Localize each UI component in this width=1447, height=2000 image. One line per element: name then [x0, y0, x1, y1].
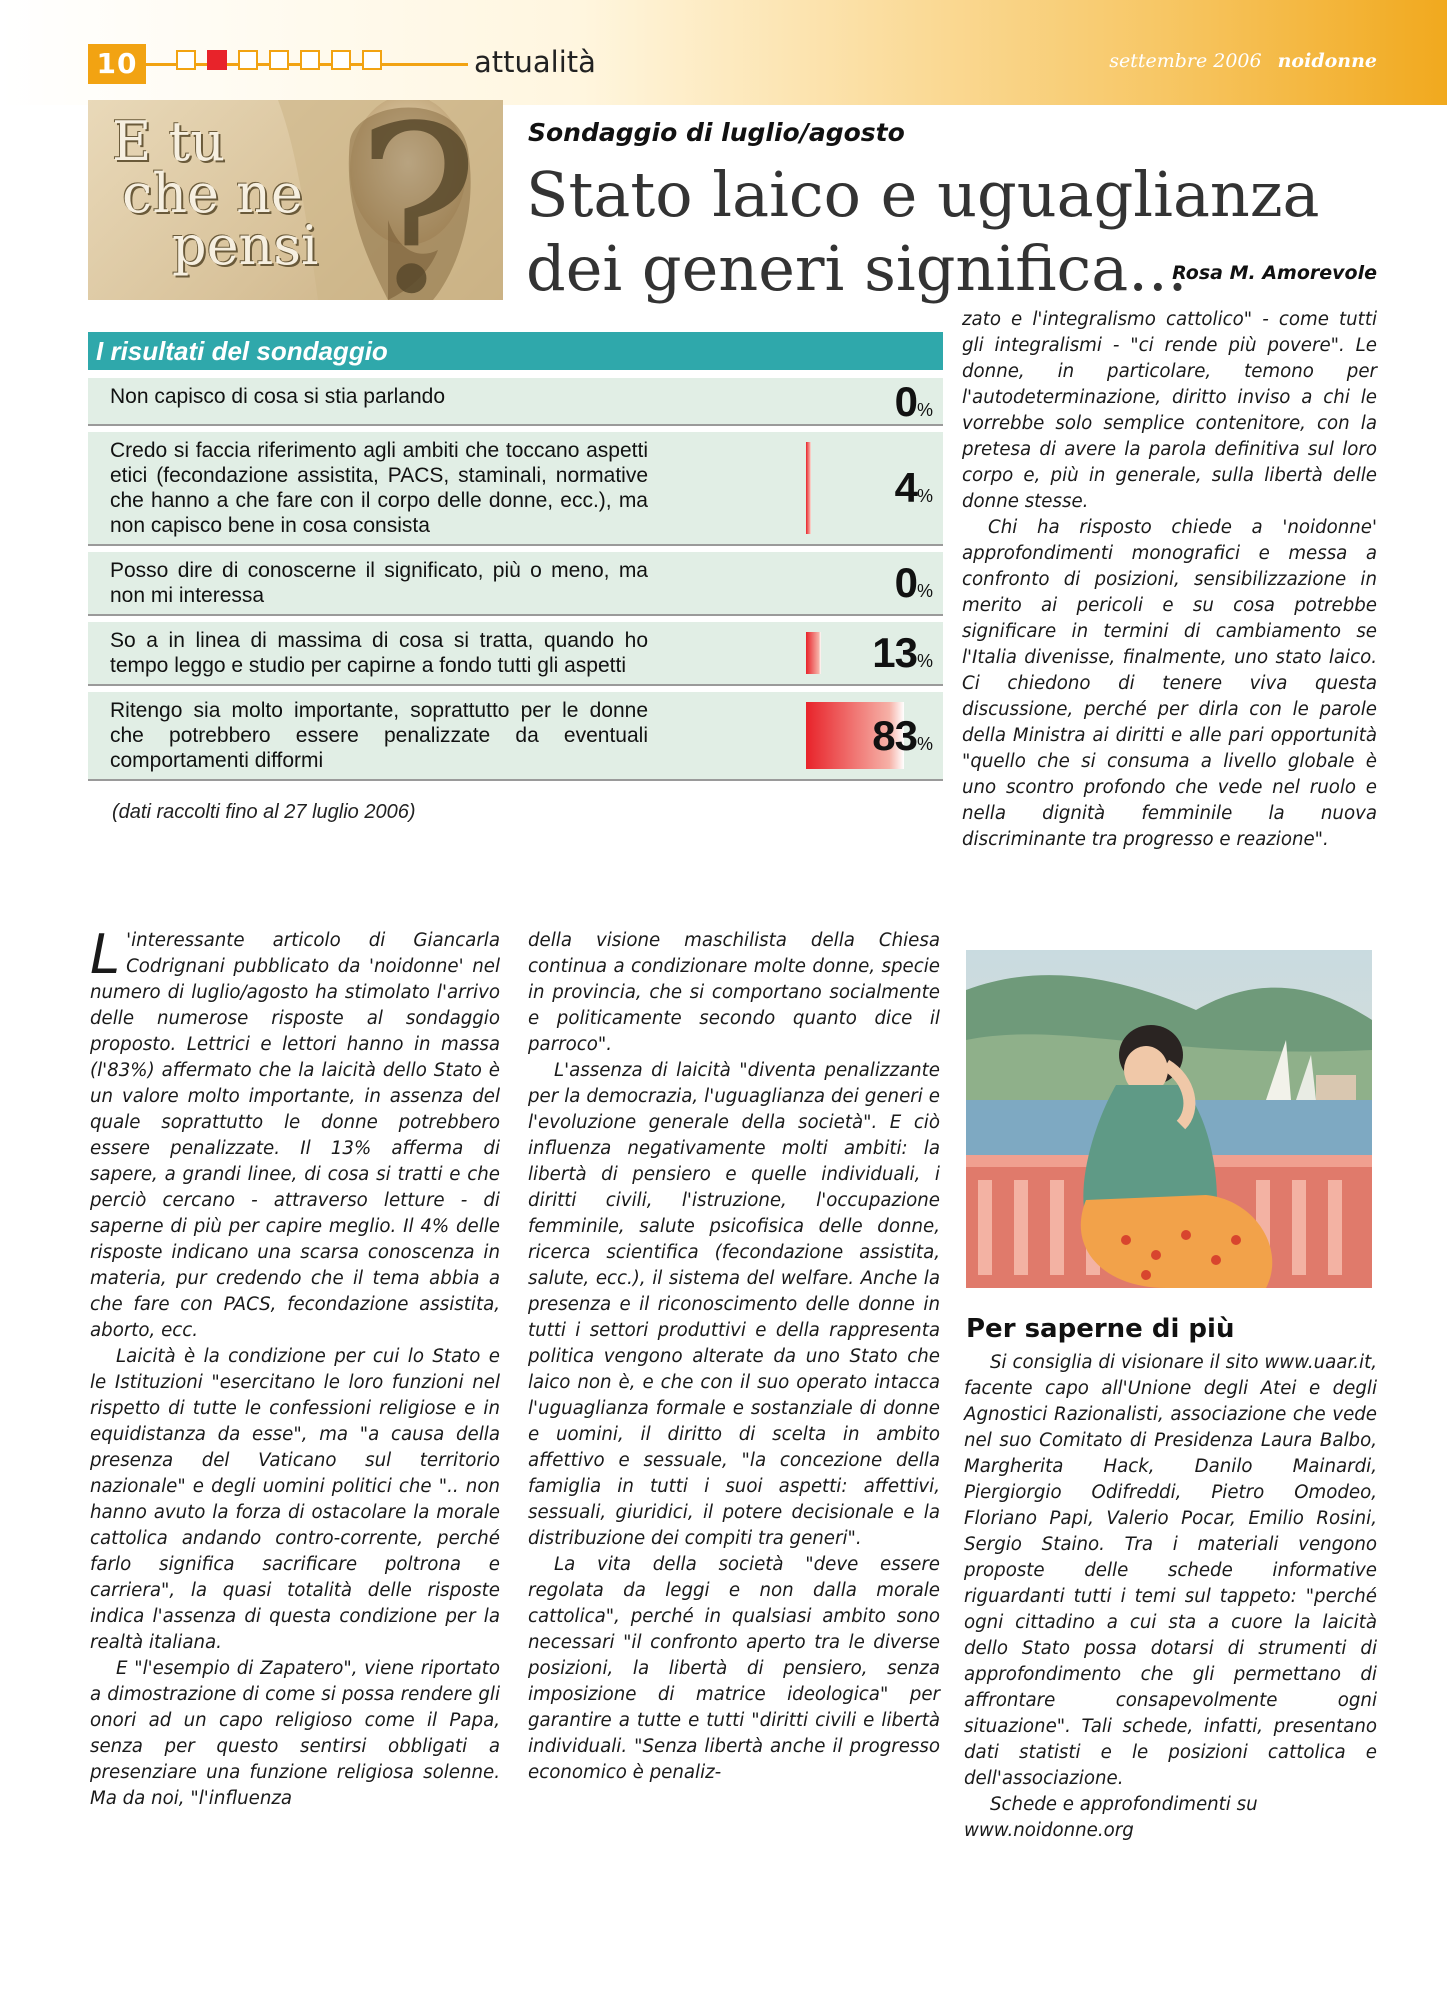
article-paragraph: Laicità è la condizione per cui lo Stato e le Istituzioni "esercitano le loro funzioni nel rispetto di tutte le confessioni religiose e in equidistanza da esse", ma "a causa della presenza del Vaticano sul territorio nazionale" e degli uomini politici che ".. non hanno avuto la forza di ostacolare la morale cattolica andando contro-corrente, perché farlo significa sacrificare poltrona e carriera", la quasi totalità delle risposte indica l'assenza di questa condizione per la realtà italiana.: [90, 1346, 500, 1653]
survey-percentage: 13%: [872, 629, 933, 676]
survey-percentage: 0%: [894, 559, 933, 606]
article-column-3: [962, 307, 1377, 853]
survey-results: [88, 332, 943, 824]
further-info-title: Per saperne di più: [966, 1314, 1235, 1344]
section-square: [331, 50, 351, 70]
drop-cap: L: [90, 923, 121, 986]
article-paragraph: Chi ha risposto chiede a 'noidonne' approfondimenti monografici e messa a confronto di posizioni, sensibilizzazione in merito ai pericoli e su cosa potrebbe significare in termini di cambiamento se l'Italia divenisse, finalmente, uno stato laico. Ci chiedono di tenere viva questa discussione, perché per dirla con le parole della Ministra ai diritti e alle pari opportunità "quello che si consuma a livello globale è uno scontro profondo che vede nel ruolo e nella dignità femminile la nuova discriminante tra progresso e reazione".: [962, 517, 1377, 850]
survey-percentage: 4%: [894, 464, 933, 511]
survey-answer: Posso dire di conoscerne il significato, più o meno, ma non mi interessa: [110, 559, 648, 607]
section-square: [238, 50, 258, 70]
painting-illustration: [966, 950, 1372, 1288]
article-paragraph: La vita della società "deve essere regolata da leggi e non dalla morale cattolica", perché in qualsiasi ambito sono necessari "il confronto aperto tra le diverse posizioni, la libertà di pensiero, senza imposizione di matrice ideologica" per garantire a tutte e tutti "diritti civili e libertà individuali. "Senza libertà anche il progresso economico è penaliz-: [528, 1554, 940, 1783]
survey-percentage: 83%: [872, 711, 933, 759]
issue-date: settembre 2006: [1109, 50, 1262, 72]
article-paragraph: L'assenza di laicità "diventa penalizzante per la democrazia, l'uguaglianza dei generi e l'evoluzione generale della società". E ciò influenza negativamente molti ambiti: la libertà di pensiero e quelle individuali, i diritti civili, l'istruzione, l'occupazione femminile, salute psicofisica delle donne, ricerca scientifica (fecondazione assistita, salute, ecc.), il sistema del welfare. Anche la presenza e il riconoscimento delle donne in tutti i settori produttivi e della rappresenta politica vengono alterate da uno Stato che laico non è, e che con il suo operato intacca l'uguaglianza formale e sostanziale di donne e uomini, il diritto di scelta in ambito affettivo e sessuale, "la concezione della famiglia in tutti i suoi aspetti: affettivi, sessuali, giuridici, il potere decisionale e la distribuzione dei compiti tra generi".: [528, 1060, 940, 1549]
logo-text: E tu che ne pensi: [112, 110, 319, 277]
section-name: attualità: [474, 45, 596, 79]
magazine-name: noidonne: [1277, 50, 1377, 72]
survey-rows: [88, 378, 943, 781]
section-square-active: [207, 50, 227, 70]
issue-info: [1109, 50, 1377, 72]
further-info-text: [964, 1350, 1377, 1844]
survey-answer: So a in linea di massima di cosa si tratta, quando ho tempo leggo e studio per capirne a fondo tutti gli aspetti: [110, 629, 648, 677]
survey-note: (dati raccolti fino al 27 luglio 2006): [112, 801, 416, 823]
section-square: [362, 50, 382, 70]
further-info-links: Schede e approfondimenti su www.noidonne.org: [964, 1794, 1258, 1841]
survey-row: [88, 432, 943, 546]
survey-row: [88, 692, 943, 781]
section-square: [176, 50, 196, 70]
article-paragraph: E "l'esempio di Zapatero", viene riportato a dimostrazione di come si possa rendere gli onori ad un capo religioso come il Papa, senza per questo sentirsi obbligati a presenziare una funzione religiosa solenne. Ma da noi, "l'influenza: [90, 1658, 500, 1809]
section-square: [269, 50, 289, 70]
column-logo: [88, 100, 503, 300]
page-number: 10: [88, 44, 146, 84]
article-kicker: Sondaggio di luglio/agosto: [528, 118, 905, 147]
survey-answer: Credo si faccia riferimento agli ambiti che toccano aspetti etici (fecondazione assistita, PACS, staminali, normative che hanno a che fare con il corpo delle donne, ecc.), ma non capisco bene in cosa consista: [110, 439, 648, 537]
survey-bar: [806, 442, 811, 534]
website-link[interactable]: www.noidonne.org: [964, 1820, 1134, 1841]
survey-row: [88, 552, 943, 616]
section-indicator: [176, 50, 382, 70]
article-column-2: [528, 928, 940, 1786]
logo-question-mark: ?: [356, 100, 480, 300]
article-paragraph: zato e l'integralismo cattolico" - come tutti gli integralismi - "ci rende più povere". Le donne, in particolare, temono per l'autodeterminazione, diritto inviso a chi le vorrebbe solo semplice contenitore, con la pretesa di avere la parola definitiva sul loro corpo e, più in generale, sulla libertà delle donne stesse.: [962, 309, 1377, 512]
article-column-1: [90, 923, 500, 1812]
survey-percentage: 0%: [894, 378, 933, 425]
survey-bar: [806, 632, 821, 674]
article-author: Rosa M. Amorevole: [1172, 262, 1377, 284]
section-square: [300, 50, 320, 70]
survey-row: [88, 622, 943, 686]
painting-image: [966, 950, 1372, 1288]
survey-answer: Ritengo sia molto importante, soprattutto per le donne che potrebbero essere penalizzate da eventuali comportamenti difformi: [110, 699, 648, 772]
article-paragraph: della visione maschilista della Chiesa continua a condizionare molte donne, specie in provincia, che si comportano socialmente e politicamente secondo quanto dice il parroco".: [528, 930, 940, 1055]
further-info-paragraph: Si consiglia di visionare il sito www.uaar.it, facente capo all'Unione degli Atei e degli Agnostici Razionalisti, associazione che vede nel suo Comitato di Presidenza Laura Balbo, Margherita Hack, Danilo Mainardi, Piergiorgio Odifreddi, Pietro Omodeo, Floriano Papi, Valerio Pocar, Emilio Rosini, Sergio Staino. Tra i materiali vengono proposte delle schede informative riguardanti tutti i temi sul tappeto: "perché ogni cittadino a cui sta a cuore la laicità dello Stato possa dotarsi di strumenti di approfondimento che gli permettano di affrontare consapevolmente ogni situazione". Tali schede, infatti, presentano dati statisti e le posizioni cattolica e dell'associazione.: [964, 1352, 1377, 1789]
survey-heading: I risultati del sondaggio: [88, 332, 943, 370]
article-paragraph: L 'interessante articolo di Giancarla Codrignani pubblicato da 'noidonne' nel numero di luglio/agosto ha stimolato l'arrivo delle numerose risposte al sondaggio proposto. Lettrici e lettori hanno in massa (l'83%) affermato che la laicità dello Stato è un valore molto importante, in assenza del quale soprattutto le donne potrebbero essere penalizzate. Il 13% afferma di sapere, a grandi linee, di cosa si tratti e che perciò cercano - attraverso letture - di saperne di più per capire meglio. Il 4% delle risposte indicano una scarsa conoscenza in materia, pur credendo che il tema abbia a che fare con PACS, fecondazione assistita, aborto, ecc.: [90, 923, 500, 1341]
survey-row: [88, 378, 943, 426]
article-title: Stato laico e uguaglianza dei generi significa...: [526, 158, 1320, 305]
survey-answer: Non capisco di cosa si stia parlando: [110, 385, 446, 408]
